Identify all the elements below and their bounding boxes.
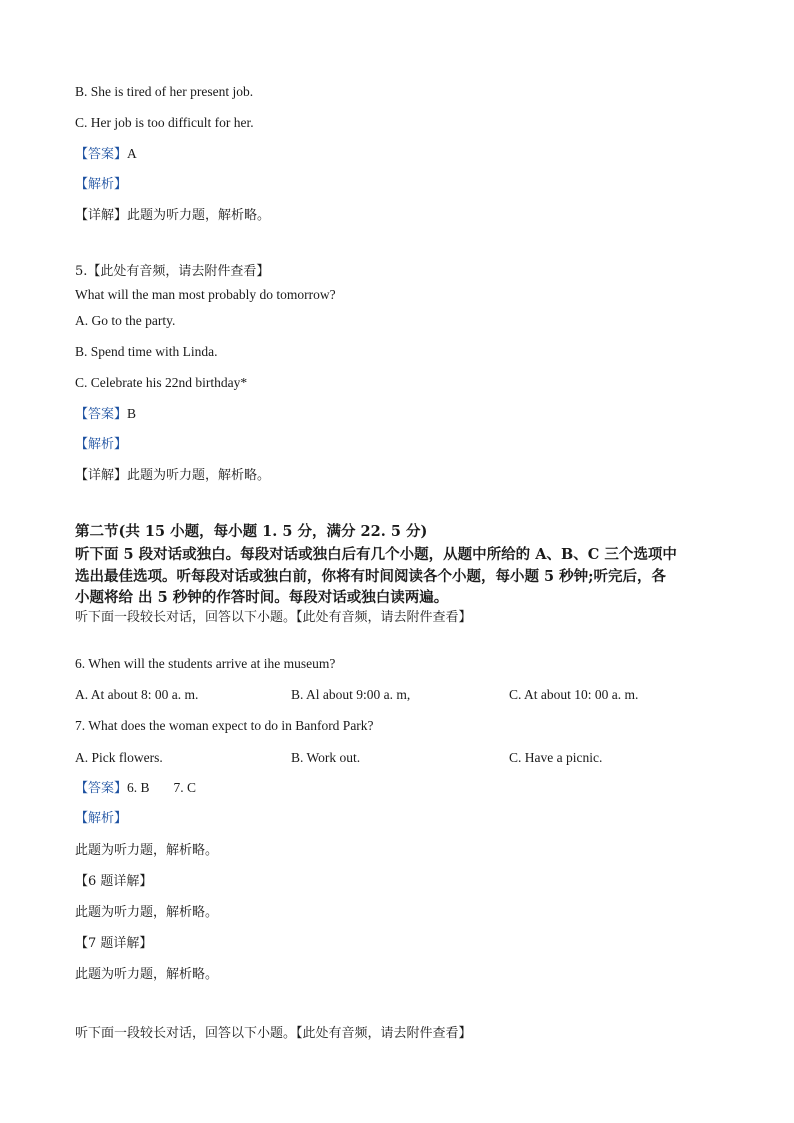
q5-question: What will the man most probably do tomorrow? [75,287,336,302]
q7-option-b: B. Work out. [291,750,361,765]
q6-option-b: B. Al about 9:00 a. m, [291,687,411,702]
answer-value: A [127,146,137,161]
q4-option-b: B. She is tired of her present job. [75,84,254,99]
q6-detail-label: 【6 题详解】 [75,874,153,889]
section2-instruction-3: 小题将给 出 5 秒钟的作答时间。每段对话或独白读两遍。 [75,589,449,606]
q7-question: 7. What does the woman expect to do in Banford Park? [75,718,374,733]
q6-option-c: C. At about 10: 00 a. m. [509,687,639,702]
detail-text: 此题为听力题，解析略。 [127,468,271,483]
q5-header: 5.【此处有音频，请去附件查看】 [75,264,270,279]
answer-label: 【答案】 [75,781,128,796]
section2-instruction-2: 选出最佳选项。听每段对话或独白前，你将有时间阅读各个小题，每小题 5 秒钟;听完后，各 [75,568,667,585]
answer-label: 【答案】 [75,407,128,422]
q6-option-a: A. At about 8: 00 a. m. [75,687,199,702]
next-dialogue-intro: 听下面一段较长对话，回答以下小题。【此处有音频，请去附件查看】 [75,1026,472,1041]
answer-label: 【答案】 [75,147,128,162]
answer-7: 7. C [173,780,197,795]
q4-answer [75,146,137,163]
answer-6: 6. B [127,780,150,795]
q7-option-c: C. Have a picnic. [509,750,603,765]
detail-label: 【详解】 [75,208,128,223]
q7-detail-label: 【7 题详解】 [75,936,153,951]
answer-value: B [127,406,137,421]
q5-answer [75,406,136,423]
q5-detail [75,468,270,484]
detail-label: 【详解】 [75,468,128,483]
q7-option-a: A. Pick flowers. [75,750,163,765]
detail-text: 此题为听力题，解析略。 [127,208,271,223]
q4-analysis-label: 【解析】 [75,177,128,192]
q5-analysis-label: 【解析】 [75,437,128,452]
q4-option-c: C. Her job is too difficult for her. [75,115,254,130]
section2-instruction-1: 听下面 5 段对话或独白。每段对话或独白后有几个小题，从题中所给的 A、B、C 三个选项中 [75,546,677,563]
q7-detail-text: 此题为听力题，解析略。 [75,967,219,982]
q5-option-b: B. Spend time with Linda. [75,344,218,359]
q6-question: 6. When will the students arrive at ihe museum? [75,656,336,671]
section2-title: 第二节(共 15 小题，每小题 1. 5 分，满分 22. 5 分) [75,523,428,540]
q67-analysis-label: 【解析】 [75,811,128,826]
section2-intro: 听下面一段较长对话，回答以下小题。【此处有音频，请去附件查看】 [75,610,472,625]
q5-option-c: C. Celebrate his 22nd birthday* [75,375,248,390]
q5-option-a: A. Go to the party. [75,313,176,328]
q4-detail [75,208,270,224]
q6-detail-text: 此题为听力题，解析略。 [75,905,219,920]
q67-answer [75,780,196,797]
q67-analysis-text: 此题为听力题，解析略。 [75,843,219,858]
